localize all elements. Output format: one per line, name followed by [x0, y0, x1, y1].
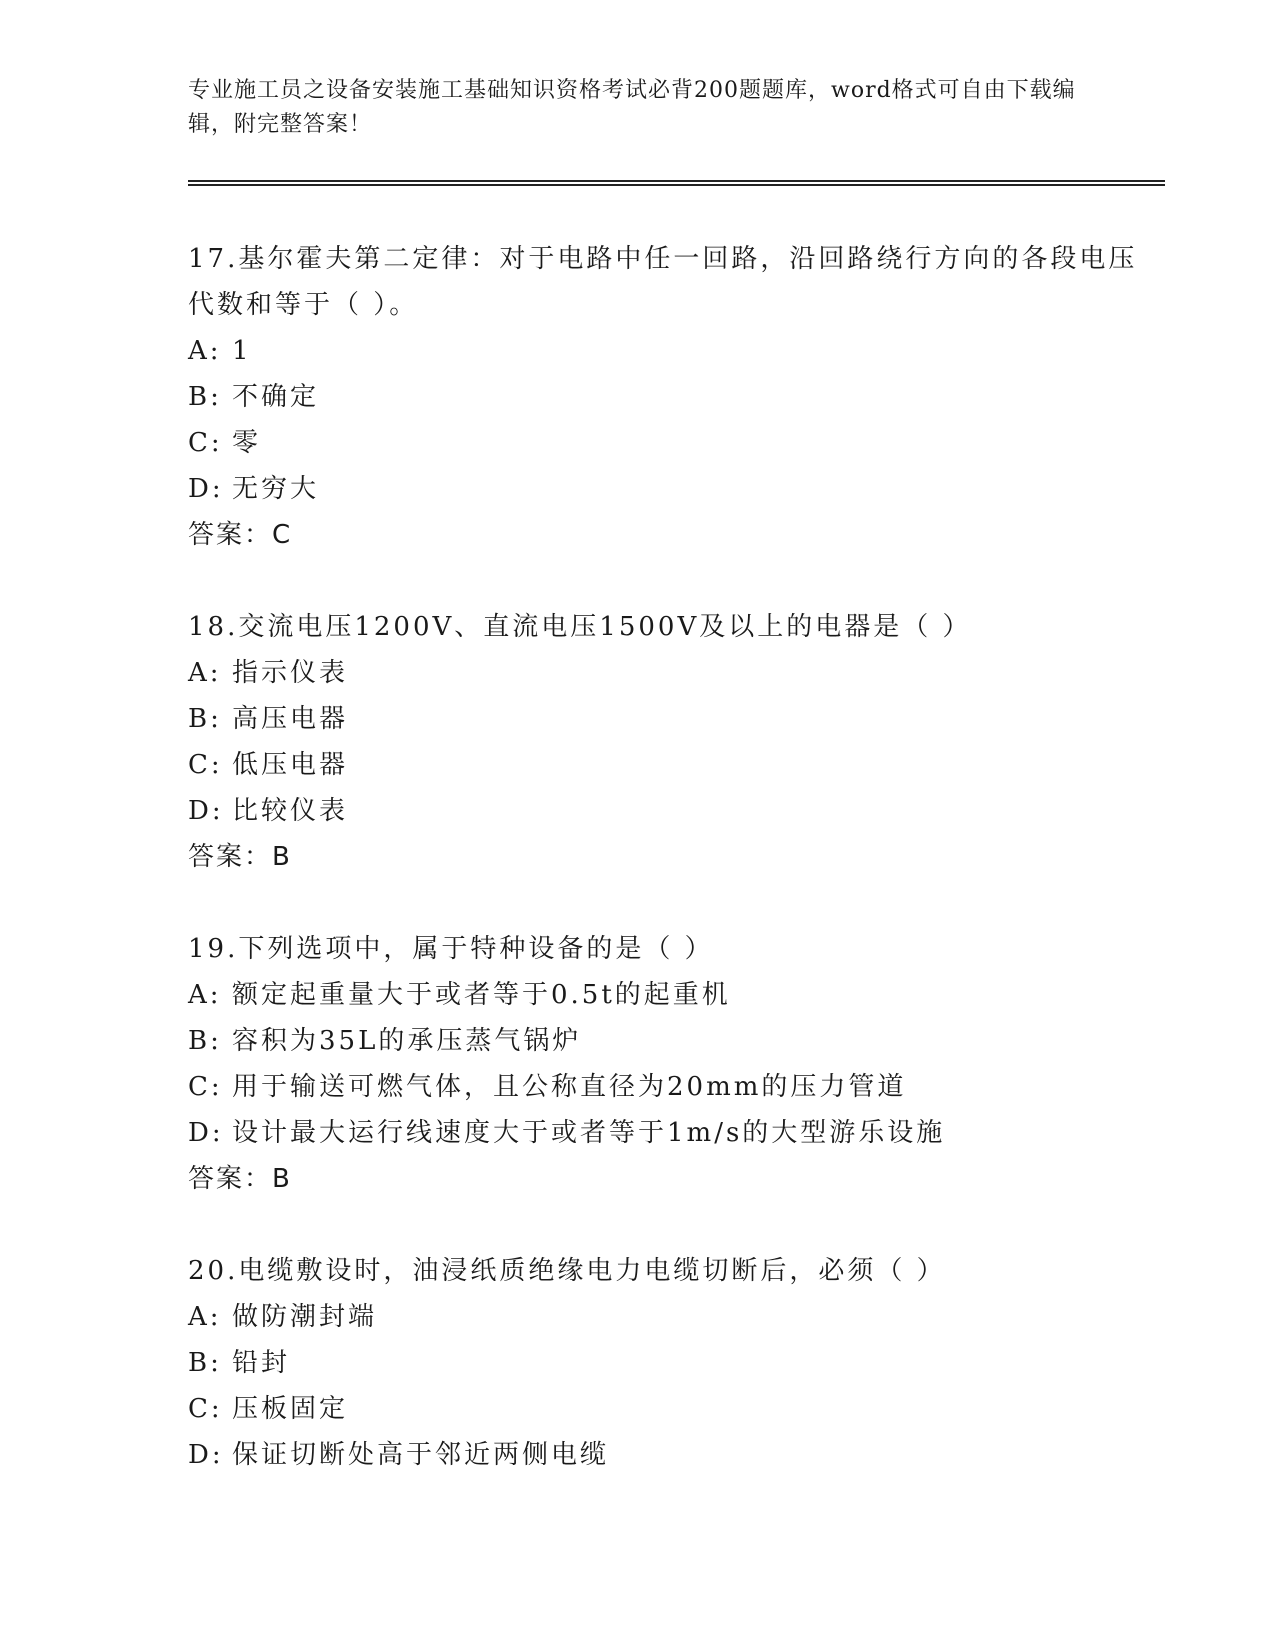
question-19	[188, 926, 1138, 1202]
option-key: D:	[188, 1118, 224, 1148]
option-text: 压板固定	[232, 1394, 349, 1424]
answer-line: 答案：C	[188, 520, 293, 550]
answer-line: 答案：B	[188, 842, 292, 872]
option-d	[188, 1110, 1138, 1156]
option-text: 指示仪表	[232, 658, 349, 688]
option-d	[188, 1432, 1138, 1478]
option-key: A:	[188, 658, 222, 688]
question-stem: 18.交流电压1200V、直流电压1500V及以上的电器是（ ）	[188, 612, 972, 642]
option-text: 额定起重量大于或者等于0.5t的起重机	[232, 980, 731, 1010]
option-text: 设计最大运行线速度大于或者等于1m/s的大型游乐设施	[232, 1118, 946, 1148]
option-key: A:	[188, 336, 222, 366]
option-key: B:	[188, 382, 222, 412]
header-divider	[188, 180, 1165, 186]
option-text: 做防潮封端	[232, 1302, 378, 1332]
option-d	[188, 788, 1138, 834]
option-text: 高压电器	[232, 704, 349, 734]
question-stem: 19.下列选项中，属于特种设备的是（ ）	[188, 934, 714, 964]
option-key: C:	[188, 1072, 223, 1102]
option-key: A:	[188, 1302, 222, 1332]
option-a	[188, 328, 1138, 374]
option-d	[188, 466, 1138, 512]
option-text: 铅封	[232, 1348, 291, 1378]
question-20	[188, 1248, 1138, 1478]
option-text: 容积为35L的承压蒸气锅炉	[232, 1026, 582, 1056]
option-text: 无穷大	[232, 474, 320, 504]
option-text: 比较仪表	[232, 796, 349, 826]
option-c	[188, 742, 1138, 788]
option-text: 用于输送可燃气体，且公称直径为20mm的压力管道	[232, 1072, 907, 1102]
option-key: C:	[188, 750, 223, 780]
option-b	[188, 696, 1138, 742]
option-key: D:	[188, 1440, 224, 1470]
option-text: 低压电器	[232, 750, 349, 780]
option-key: C:	[188, 428, 223, 458]
option-b	[188, 374, 1138, 420]
option-text: 保证切断处高于邻近两侧电缆	[232, 1440, 610, 1470]
option-key: C:	[188, 1394, 223, 1424]
question-17	[188, 236, 1138, 558]
option-text: 1	[232, 336, 252, 366]
option-key: B:	[188, 1348, 222, 1378]
option-a	[188, 650, 1138, 696]
option-b	[188, 1018, 1138, 1064]
option-c	[188, 1064, 1138, 1110]
option-key: D:	[188, 796, 224, 826]
question-list	[188, 236, 1138, 1524]
option-key: B:	[188, 1026, 222, 1056]
option-a	[188, 972, 1138, 1018]
question-18	[188, 604, 1138, 880]
option-text: 零	[232, 428, 262, 458]
option-key: D:	[188, 474, 224, 504]
option-c	[188, 420, 1138, 466]
option-key: A:	[188, 980, 222, 1010]
question-stem: 17.基尔霍夫第二定律：对于电路中任一回路，沿回路绕行方向的各段电压代数和等于（ ）。	[188, 244, 1138, 320]
option-key: B:	[188, 704, 222, 734]
option-c	[188, 1386, 1138, 1432]
option-b	[188, 1340, 1138, 1386]
option-a	[188, 1294, 1138, 1340]
option-text: 不确定	[232, 382, 320, 412]
answer-line: 答案：B	[188, 1164, 292, 1194]
document-header: 专业施工员之设备安装施工基础知识资格考试必背200题题库，word格式可自由下载编辑，附完整答案！	[188, 78, 1076, 137]
question-stem: 20.电缆敷设时，油浸纸质绝缘电力电缆切断后，必须（ ）	[188, 1256, 946, 1286]
